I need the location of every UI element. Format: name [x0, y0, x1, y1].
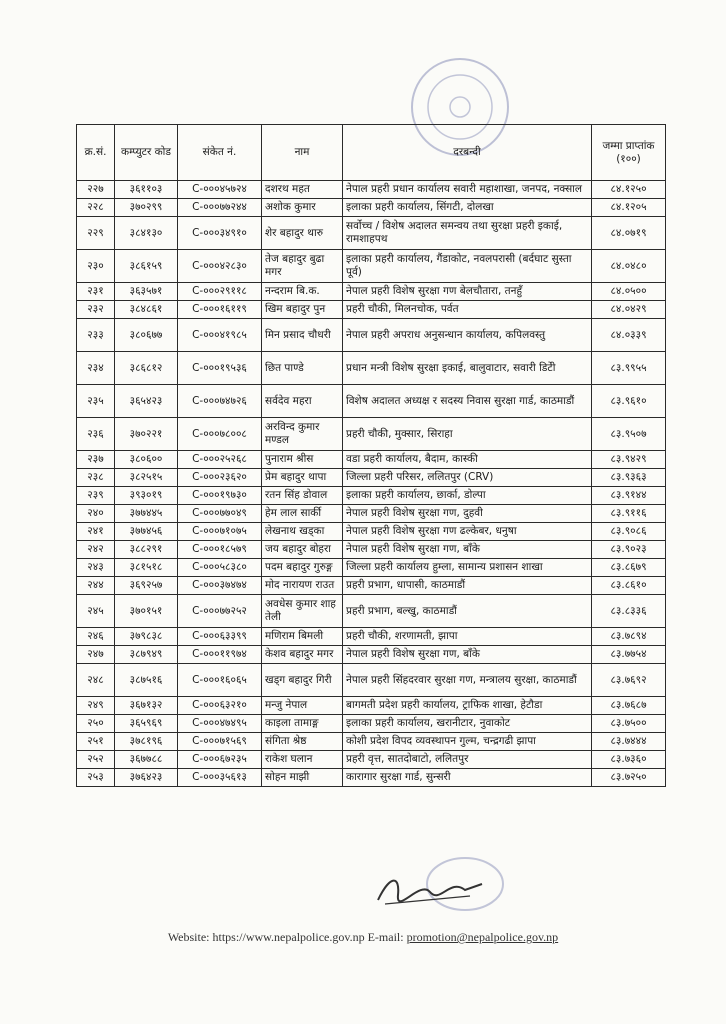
cell-marks: ८४.०३३९: [592, 319, 666, 352]
cell-symbol: C-०००५८३८०: [178, 559, 262, 577]
cell-name: सोहन माझी: [262, 769, 343, 787]
cell-sn: २४४: [77, 577, 115, 595]
cell-name: मणिराम बिमली: [262, 628, 343, 646]
cell-sn: २४०: [77, 505, 115, 523]
email-link[interactable]: promotion@nepalpolice.gov.np: [406, 930, 559, 944]
cell-marks: ८३.८६७९: [592, 559, 666, 577]
cell-posting: प्रहरी चौकी, मुक्सार, सिराहा: [343, 418, 592, 451]
cell-symbol: C-०००७१०७५: [178, 523, 262, 541]
table-row: [77, 628, 666, 646]
cell-posting: कोशी प्रदेश विपद व्यवस्थापन गुल्म, चन्द्रगढी झापा: [343, 733, 592, 751]
cell-posting: बागमती प्रदेश प्रहरी कार्यालय, ट्राफिक शाखा, हेटौडा: [343, 697, 592, 715]
cell-symbol: C-०००२५२६८: [178, 451, 262, 469]
cell-code: ३८७९४९: [115, 646, 178, 664]
cell-code: ३९३०१९: [115, 487, 178, 505]
cell-symbol: C-०००३५६१३: [178, 769, 262, 787]
table-row: [77, 181, 666, 199]
table-row: [77, 250, 666, 283]
col-header-computer-code: कम्प्युटर कोड: [115, 125, 178, 181]
table-row: [77, 595, 666, 628]
cell-marks: ८३.९११६: [592, 505, 666, 523]
cell-posting: सर्वोच्च / विशेष अदालत समन्वय तथा सुरक्षा प्रहरी इकाई, रामशाहपथ: [343, 217, 592, 250]
cell-marks: ८४.०५००: [592, 283, 666, 301]
cell-name: शेर बहादुर थारु: [262, 217, 343, 250]
cell-code: ३६७१३२: [115, 697, 178, 715]
cell-sn: २५१: [77, 733, 115, 751]
cell-name: मन्जु नेपाल: [262, 697, 343, 715]
cell-name: सर्वदेव महरा: [262, 385, 343, 418]
cell-symbol: C-०००२९११८: [178, 283, 262, 301]
cell-sn: २४५: [77, 595, 115, 628]
cell-name: मोद नारायण राउत: [262, 577, 343, 595]
cell-marks: ८४.१२५०: [592, 181, 666, 199]
cell-code: ३८०६००: [115, 451, 178, 469]
table-row: [77, 319, 666, 352]
cell-posting: नेपाल प्रहरी अपराध अनुसन्धान कार्यालय, कपिलवस्तु: [343, 319, 592, 352]
table-row: [77, 385, 666, 418]
cell-posting: नेपाल प्रहरी विशेष सुरक्षा गण बेलचौतारा, तनहुँ: [343, 283, 592, 301]
cell-marks: ८४.०४८०: [592, 250, 666, 283]
table-row: [77, 733, 666, 751]
cell-name: राकेश घलान: [262, 751, 343, 769]
cell-code: ३८२५१५: [115, 469, 178, 487]
cell-code: ३६७७८८: [115, 751, 178, 769]
cell-code: ३६११०३: [115, 181, 178, 199]
cell-marks: ८४.१२०५: [592, 199, 666, 217]
cell-sn: २५२: [77, 751, 115, 769]
cell-marks: ८३.९१४४: [592, 487, 666, 505]
cell-marks: ८३.९६१०: [592, 385, 666, 418]
cell-name: लेखनाथ खड्का: [262, 523, 343, 541]
cell-sn: २३३: [77, 319, 115, 352]
cell-marks: ८४.०७१९: [592, 217, 666, 250]
cell-posting: प्रहरी प्रभाग, बल्खु, काठमाडौं: [343, 595, 592, 628]
cell-marks: ८३.८६१०: [592, 577, 666, 595]
cell-name: अरविन्द कुमार मण्डल: [262, 418, 343, 451]
cell-marks: ८३.७७५४: [592, 646, 666, 664]
cell-code: ३७०२९९: [115, 199, 178, 217]
cell-symbol: C-०००७७०४९: [178, 505, 262, 523]
col-header-posting: दरबन्दी: [343, 125, 592, 181]
cell-code: ३८०६७७: [115, 319, 178, 352]
cell-code: ३७०१५१: [115, 595, 178, 628]
cell-posting: इलाका प्रहरी कार्यालय, छार्का, डोल्पा: [343, 487, 592, 505]
cell-code: ३८६१५९: [115, 250, 178, 283]
cell-sn: २४६: [77, 628, 115, 646]
cell-marks: ८३.९९५५: [592, 352, 666, 385]
cell-posting: नेपाल प्रहरी विशेष सुरक्षा गण ढल्केबर, धनुषा: [343, 523, 592, 541]
cell-symbol: C-०००४१९८५: [178, 319, 262, 352]
cell-symbol: C-०००७७२५२: [178, 595, 262, 628]
cell-sn: २४२: [77, 541, 115, 559]
cell-posting: इलाका प्रहरी कार्यालय, गैंडाकोट, नवलपरासी (बर्दघाट सुस्ता पूर्व): [343, 250, 592, 283]
cell-marks: ८३.९३६३: [592, 469, 666, 487]
cell-name: हेम लाल सार्की: [262, 505, 343, 523]
cell-code: ३६९२५७: [115, 577, 178, 595]
cell-posting: प्रधान मन्त्री विशेष सुरक्षा इकाई, बालुवाटार, सवारी डिटेी: [343, 352, 592, 385]
cell-posting: इलाका प्रहरी कार्यालय, खरानीटार, नुवाकोट: [343, 715, 592, 733]
cell-name: अवधेस कुमार शाह तेली: [262, 595, 343, 628]
cell-symbol: C-०००७८००८: [178, 418, 262, 451]
table-row: [77, 199, 666, 217]
col-header-total-marks: जम्मा प्राप्तांक (१००): [592, 125, 666, 181]
cell-name: पदम बहादुर गुरुङ्ग: [262, 559, 343, 577]
cell-marks: ८३.९५०७: [592, 418, 666, 451]
cell-code: ३७७४५६: [115, 523, 178, 541]
cell-marks: ८३.७३६०: [592, 751, 666, 769]
cell-marks: ८३.८३३६: [592, 595, 666, 628]
cell-marks: ८३.९०८६: [592, 523, 666, 541]
table-row: [77, 559, 666, 577]
cell-name: जय बहादुर बोहरा: [262, 541, 343, 559]
cell-sn: २३५: [77, 385, 115, 418]
col-header-sn: क्र.सं.: [77, 125, 115, 181]
cell-code: ३७९८३८: [115, 628, 178, 646]
cell-symbol: C-०००७१५६९: [178, 733, 262, 751]
cell-posting: कारागार सुरक्षा गार्ड, सुन्सरी: [343, 769, 592, 787]
page-footer: [0, 930, 726, 945]
col-header-symbol-no: संकेत नं.: [178, 125, 262, 181]
table-row: [77, 301, 666, 319]
table-row: [77, 523, 666, 541]
cell-posting: नेपाल प्रहरी विशेष सुरक्षा गण, बाँके: [343, 541, 592, 559]
table-row: [77, 577, 666, 595]
cell-marks: ८३.७४४४: [592, 733, 666, 751]
cell-posting: प्रहरी चौकी, मिलनचोक, पर्वत: [343, 301, 592, 319]
cell-name: काइला तामाङ्ग: [262, 715, 343, 733]
cell-code: ३७८१९६: [115, 733, 178, 751]
cell-sn: २३७: [77, 451, 115, 469]
cell-marks: ८४.०४२९: [592, 301, 666, 319]
cell-sn: २५३: [77, 769, 115, 787]
cell-posting: नेपाल प्रहरी विशेष सुरक्षा गण, दुहवी: [343, 505, 592, 523]
cell-sn: २३९: [77, 487, 115, 505]
cell-marks: ८३.९०२३: [592, 541, 666, 559]
cell-sn: २५०: [77, 715, 115, 733]
cell-posting: नेपाल प्रहरी विशेष सुरक्षा गण, बाँके: [343, 646, 592, 664]
cell-name: संगिता श्रेष्ठ: [262, 733, 343, 751]
cell-sn: २३२: [77, 301, 115, 319]
table-row: [77, 715, 666, 733]
cell-marks: ८३.७२५०: [592, 769, 666, 787]
cell-symbol: C-०००६३२१०: [178, 697, 262, 715]
col-header-name: नाम: [262, 125, 343, 181]
table-row: [77, 751, 666, 769]
cell-sn: २२९: [77, 217, 115, 250]
cell-name: नन्दराम बि.क.: [262, 283, 343, 301]
cell-code: ३८७५१६: [115, 664, 178, 697]
cell-sn: २३८: [77, 469, 115, 487]
cell-symbol: C-०००१६११९: [178, 301, 262, 319]
table-row: [77, 646, 666, 664]
cell-symbol: C-०००११९७४: [178, 646, 262, 664]
cell-symbol: C-०००६७२३५: [178, 751, 262, 769]
cell-symbol: C-०००१९५३६: [178, 352, 262, 385]
cell-code: ३७०२२१: [115, 418, 178, 451]
cell-posting: विशेष अदालत अध्यक्ष र सदस्य निवास सुरक्षा गार्ड, काठमाडौं: [343, 385, 592, 418]
table-row: [77, 418, 666, 451]
cell-name: पुनाराम श्रीस: [262, 451, 343, 469]
cell-marks: ८३.७५००: [592, 715, 666, 733]
cell-symbol: C-०००३४९१०: [178, 217, 262, 250]
table-row: [77, 505, 666, 523]
cell-code: ३८१५१८: [115, 559, 178, 577]
cell-symbol: C-०००६३३९९: [178, 628, 262, 646]
cell-sn: २४७: [77, 646, 115, 664]
cell-posting: वडा प्रहरी कार्यालय, बैदाम, कास्की: [343, 451, 592, 469]
table-row: [77, 469, 666, 487]
cell-sn: २३१: [77, 283, 115, 301]
cell-sn: २४९: [77, 697, 115, 715]
table-row: [77, 487, 666, 505]
email-label: E-mail:: [367, 930, 404, 944]
cell-code: ३८४८६१: [115, 301, 178, 319]
cell-posting: प्रहरी प्रभाग, धापासी, काठमाडौं: [343, 577, 592, 595]
cell-marks: ८३.७६९२: [592, 664, 666, 697]
cell-code: ३७७४४५: [115, 505, 178, 523]
cell-marks: ८३.७६८७: [592, 697, 666, 715]
signature: [370, 870, 490, 910]
cell-name: खिम बहादुर पुन: [262, 301, 343, 319]
cell-posting: प्रहरी चौकी, शरणामती, झापा: [343, 628, 592, 646]
cell-code: ३८८२९१: [115, 541, 178, 559]
cell-marks: ८३.९४२९: [592, 451, 666, 469]
cell-symbol: C-०००२३६२०: [178, 469, 262, 487]
cell-posting: नेपाल प्रहरी प्रधान कार्यालय सवारी महाशाखा, जनपद, नक्साल: [343, 181, 592, 199]
table-row: [77, 352, 666, 385]
website-link[interactable]: Website: https://www.nepalpolice.gov.np: [167, 930, 365, 944]
cell-symbol: C-०००१९७३०: [178, 487, 262, 505]
table-row: [77, 217, 666, 250]
cell-symbol: C-०००१८५७९: [178, 541, 262, 559]
table-row: [77, 697, 666, 715]
table-row: [77, 283, 666, 301]
cell-symbol: C-०००४७४९५: [178, 715, 262, 733]
cell-posting: प्रहरी वृत्त, सातदोबाटो, ललितपुर: [343, 751, 592, 769]
cell-symbol: C-०००७४७२६: [178, 385, 262, 418]
results-table: [76, 124, 666, 787]
cell-code: ३६५४२३: [115, 385, 178, 418]
cell-name: केशव बहादुर मगर: [262, 646, 343, 664]
cell-sn: २२७: [77, 181, 115, 199]
cell-code: ३६३५७१: [115, 283, 178, 301]
cell-name: तेज बहादुर बुढा मगर: [262, 250, 343, 283]
cell-posting: जिल्ला प्रहरी कार्यालय हुम्ला, सामान्य प्रशासन शाखा: [343, 559, 592, 577]
cell-posting: नेपाल प्रहरी सिंहदरवार सुरक्षा गण, मन्त्रालय सुरक्षा, काठमाडौं: [343, 664, 592, 697]
cell-sn: २३४: [77, 352, 115, 385]
cell-sn: २४१: [77, 523, 115, 541]
cell-name: खड्ग बहादुर गिरी: [262, 664, 343, 697]
table-row: [77, 451, 666, 469]
cell-sn: २२८: [77, 199, 115, 217]
cell-code: ३६५९६९: [115, 715, 178, 733]
cell-posting: जिल्ला प्रहरी परिसर, ललितपुर (CRV): [343, 469, 592, 487]
table-row: [77, 541, 666, 559]
cell-name: प्रेम बहादुर थापा: [262, 469, 343, 487]
cell-name: अशोक कुमार: [262, 199, 343, 217]
table-row: [77, 769, 666, 787]
cell-sn: २३०: [77, 250, 115, 283]
cell-sn: २४८: [77, 664, 115, 697]
cell-name: दशरथ महत: [262, 181, 343, 199]
cell-sn: २४३: [77, 559, 115, 577]
table-row: [77, 664, 666, 697]
cell-symbol: C-०००७७२४४: [178, 199, 262, 217]
table-header-row: [77, 125, 666, 181]
cell-name: छित पाण्डे: [262, 352, 343, 385]
cell-code: ३८४१३०: [115, 217, 178, 250]
cell-symbol: C-०००४२८३०: [178, 250, 262, 283]
cell-code: ३७६४२३: [115, 769, 178, 787]
cell-symbol: C-०००१६०६५: [178, 664, 262, 697]
cell-symbol: C-०००३७४७४: [178, 577, 262, 595]
cell-name: रतन सिंह डोवाल: [262, 487, 343, 505]
cell-name: मिन प्रसाद चौधरी: [262, 319, 343, 352]
cell-code: ३८६८१२: [115, 352, 178, 385]
cell-marks: ८३.७८९४: [592, 628, 666, 646]
cell-symbol: C-०००४५७२४: [178, 181, 262, 199]
cell-sn: २३६: [77, 418, 115, 451]
cell-posting: इलाका प्रहरी कार्यालय, सिंगटी, दोलखा: [343, 199, 592, 217]
